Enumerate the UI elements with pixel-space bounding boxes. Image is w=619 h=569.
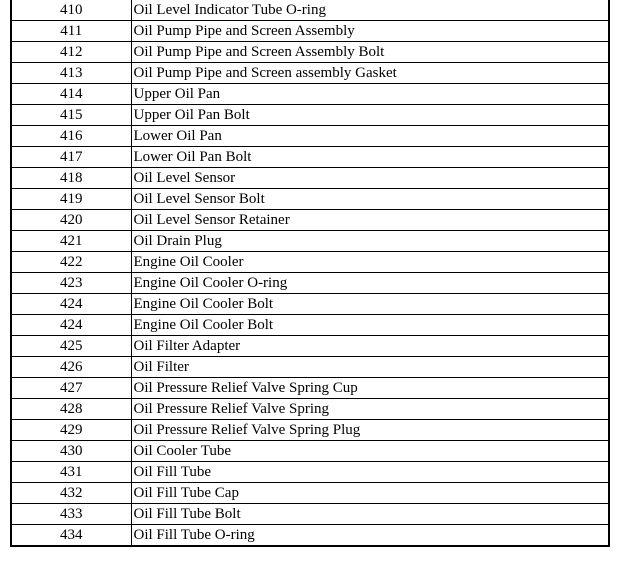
table-row [11,210,609,231]
part-description-cell: Oil Drain Plug [131,231,609,252]
part-number-cell: 433 [11,504,131,525]
table-row [11,231,609,252]
part-description-cell: Oil Level Sensor Retainer [131,210,609,231]
part-description-cell: Lower Oil Pan Bolt [131,147,609,168]
part-description-cell: Oil Filter Adapter [131,336,609,357]
table-row [11,21,609,42]
part-description-cell: Oil Pump Pipe and Screen assembly Gasket [131,63,609,84]
table-row [11,63,609,84]
table-row [11,294,609,315]
table-row [11,420,609,441]
part-description-cell: Oil Level Sensor [131,168,609,189]
part-description-cell: Oil Cooler Tube [131,441,609,462]
part-number-cell: 425 [11,336,131,357]
part-description-cell: Oil Level Sensor Bolt [131,189,609,210]
table-row [11,357,609,378]
part-description-cell: Oil Filter [131,357,609,378]
table-row [11,378,609,399]
table-row [11,105,609,126]
part-number-cell: 426 [11,357,131,378]
part-number-cell: 419 [11,189,131,210]
table-row [11,399,609,420]
part-number-cell: 423 [11,273,131,294]
table-row [11,84,609,105]
part-number-cell: 420 [11,210,131,231]
table-row [11,42,609,63]
part-description-cell: Engine Oil Cooler O-ring [131,273,609,294]
part-number-cell: 415 [11,105,131,126]
part-number-cell: 421 [11,231,131,252]
table-row [11,525,609,547]
part-description-cell: Oil Pump Pipe and Screen Assembly Bolt [131,42,609,63]
part-description-cell: Oil Pressure Relief Valve Spring [131,399,609,420]
part-description-cell: Engine Oil Cooler [131,252,609,273]
part-description-cell: Oil Fill Tube O-ring [131,525,609,547]
table-row [11,462,609,483]
table-row [11,189,609,210]
part-number-cell: 411 [11,21,131,42]
part-description-cell: Oil Fill Tube Cap [131,483,609,504]
table-row [11,504,609,525]
table-row [11,483,609,504]
part-number-cell: 410 [11,0,131,21]
part-number-cell: 422 [11,252,131,273]
part-description-cell: Engine Oil Cooler Bolt [131,294,609,315]
part-description-cell: Upper Oil Pan [131,84,609,105]
part-number-cell: 434 [11,525,131,547]
parts-table [10,0,610,547]
table-row [11,273,609,294]
part-number-cell: 430 [11,441,131,462]
part-number-cell: 432 [11,483,131,504]
part-number-cell: 431 [11,462,131,483]
part-number-cell: 429 [11,420,131,441]
table-row [11,441,609,462]
part-description-cell: Upper Oil Pan Bolt [131,105,609,126]
part-number-cell: 412 [11,42,131,63]
parts-table-body [11,0,609,546]
table-row [11,168,609,189]
part-description-cell: Lower Oil Pan [131,126,609,147]
part-number-cell: 428 [11,399,131,420]
part-description-cell: Oil Pressure Relief Valve Spring Cup [131,378,609,399]
table-row [11,126,609,147]
part-description-cell: Oil Fill Tube Bolt [131,504,609,525]
part-number-cell: 427 [11,378,131,399]
part-number-cell: 418 [11,168,131,189]
part-description-cell: Oil Pump Pipe and Screen Assembly [131,21,609,42]
part-description-cell: Engine Oil Cooler Bolt [131,315,609,336]
table-row [11,252,609,273]
part-number-cell: 417 [11,147,131,168]
table-row [11,147,609,168]
part-number-cell: 424 [11,294,131,315]
table-row [11,336,609,357]
part-description-cell: Oil Fill Tube [131,462,609,483]
table-row [11,315,609,336]
part-number-cell: 416 [11,126,131,147]
table-row [11,0,609,21]
part-number-cell: 413 [11,63,131,84]
part-description-cell: Oil Pressure Relief Valve Spring Plug [131,420,609,441]
part-number-cell: 414 [11,84,131,105]
part-number-cell: 424 [11,315,131,336]
part-description-cell: Oil Level Indicator Tube O-ring [131,0,609,21]
